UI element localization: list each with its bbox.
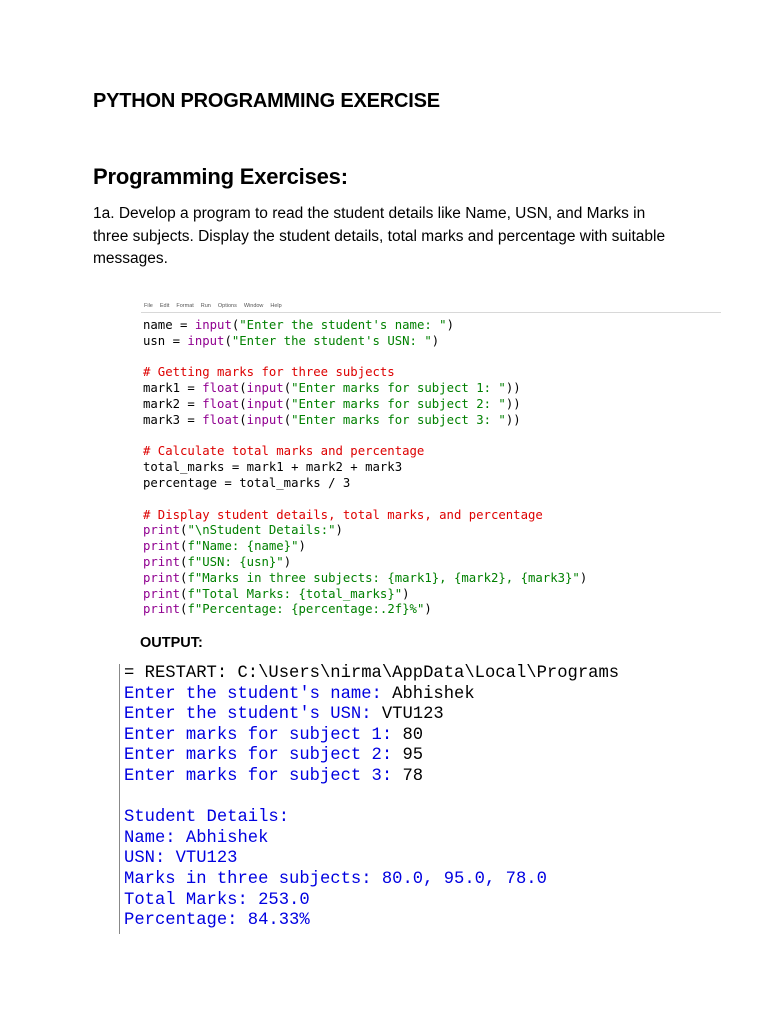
shell-line — [120, 911, 680, 932]
code-line — [143, 539, 721, 555]
editor-menu-item: Options — [217, 303, 237, 309]
shell-output — [119, 664, 680, 934]
code-token: ) — [424, 602, 432, 617]
code-editor-screenshot — [141, 300, 721, 618]
shell-line — [120, 664, 680, 685]
code-token: ( — [180, 602, 188, 617]
code-token: ( — [224, 333, 232, 348]
shell-line — [120, 808, 680, 829]
shell-line — [120, 829, 680, 850]
code-token: ( — [180, 539, 188, 554]
code-line — [143, 365, 721, 381]
code-line — [143, 350, 721, 366]
code-token: f"Total Marks: {total_marks}" — [187, 586, 403, 601]
code-token: ( — [180, 586, 188, 601]
code-token: float — [202, 396, 240, 411]
shell-token: 80 — [402, 725, 424, 745]
shell-token: Enter the student's name: — [124, 684, 393, 704]
shell-line — [120, 726, 680, 747]
code-token: # Display student details, total marks, and percentage — [143, 507, 543, 522]
shell-token: Enter the student's USN: — [124, 705, 382, 725]
shell-token: Student Details: — [124, 808, 290, 828]
code-line — [143, 492, 721, 508]
code-token: ( — [180, 570, 188, 585]
code-token: f"Name: {name}" — [187, 539, 299, 554]
code-token: print — [143, 539, 181, 554]
editor-menu-item: Edit — [159, 303, 170, 309]
code-line — [143, 476, 721, 492]
shell-token: = RESTART: C:\Users\nirma\AppData\Local\Programs — [124, 664, 620, 683]
code-token: ( — [231, 318, 240, 332]
code-token: )) — [505, 381, 521, 396]
shell-token: Name: Abhishek — [124, 828, 269, 848]
shell-token: Abhishek — [392, 684, 475, 704]
code-line — [143, 397, 721, 413]
code-token: print — [143, 602, 181, 617]
code-token: total_marks = mark1 + mark2 + mark3 — [143, 460, 403, 475]
code-token: print — [143, 554, 181, 569]
editor-menu-item: Run — [200, 303, 211, 309]
output-label: OUTPUT: — [140, 635, 203, 651]
editor-menubar — [141, 300, 721, 313]
code-token: "\nStudent Details:" — [187, 523, 336, 538]
code-token: percentage = total_marks / 3 — [143, 475, 351, 490]
editor-menu-item: Help — [270, 303, 282, 309]
code-token: print — [143, 570, 181, 585]
code-line — [143, 571, 721, 587]
code-token: # Calculate total marks and percentage — [143, 444, 425, 459]
code-token: "Enter marks for subject 2: " — [291, 396, 506, 411]
code-line — [143, 460, 721, 476]
shell-line — [120, 705, 680, 726]
section-title: Programming Exercises: — [93, 164, 348, 189]
code-line — [143, 602, 721, 618]
code-line — [143, 523, 721, 539]
code-token: input — [187, 333, 225, 348]
exercise-description: 1a. Develop a program to read the student details like Name, USN, and Marks in three subjects. Display the student details, total marks and percentage with suitable messages. — [93, 205, 666, 267]
code-token: mark3 = — [143, 412, 203, 427]
code-token: input — [246, 396, 284, 411]
code-token: # Getting marks for three subjects — [143, 365, 395, 380]
document-title: PYTHON PROGRAMMING EXERCISE — [93, 90, 440, 112]
code-token: ) — [402, 586, 410, 601]
code-token: "Enter the student's name: " — [239, 318, 447, 332]
code-token: ) — [431, 333, 440, 348]
code-token: ) — [298, 539, 306, 554]
shell-token: 78 — [402, 766, 424, 786]
code-token: input — [246, 381, 284, 396]
code-line — [143, 555, 721, 571]
code-line — [143, 508, 721, 524]
shell-token: Enter marks for subject 2: — [124, 746, 403, 766]
code-line — [143, 587, 721, 603]
code-line — [143, 318, 721, 334]
code-token: ) — [579, 570, 588, 585]
code-token: ( — [239, 396, 247, 411]
editor-menu-item: Window — [243, 303, 264, 309]
code-token: f"USN: {usn}" — [187, 554, 284, 569]
shell-line — [120, 870, 680, 891]
code-token: ( — [180, 523, 188, 538]
code-token: ( — [283, 396, 292, 411]
code-token: usn = — [143, 333, 188, 348]
code-line — [143, 334, 721, 350]
code-token: ) — [283, 554, 292, 569]
editor-menu-item: Format — [176, 303, 194, 309]
code-token: mark1 = — [143, 381, 203, 396]
shell-token: Marks in three subjects: 80.0, 95.0, 78.0 — [124, 869, 547, 889]
code-token: ( — [180, 554, 188, 569]
code-token: input — [194, 318, 232, 332]
code-token: ( — [283, 381, 292, 396]
code-line — [143, 413, 721, 429]
shell-line — [120, 685, 680, 706]
code-token: )) — [505, 412, 521, 427]
code-line — [143, 444, 721, 460]
shell-token: USN: VTU123 — [124, 849, 238, 869]
code-token: f"Marks in three subjects: {mark1}, {mark2}, {mark3}" — [187, 570, 580, 585]
code-token: ( — [283, 412, 292, 427]
code-line — [143, 429, 721, 445]
code-token: "Enter marks for subject 3: " — [291, 412, 506, 427]
editor-menu-item: File — [144, 303, 153, 309]
code-line — [143, 381, 721, 397]
shell-line — [120, 891, 680, 912]
code-token: ( — [239, 381, 247, 396]
code-block — [143, 318, 721, 618]
code-token: mark2 = — [143, 396, 203, 411]
code-token: float — [202, 412, 240, 427]
code-token: print — [143, 586, 181, 601]
code-token: )) — [505, 396, 521, 411]
code-token: ) — [446, 318, 454, 332]
shell-token: Enter marks for subject 3: — [124, 766, 403, 786]
shell-token: Enter marks for subject 1: — [124, 725, 403, 745]
code-token: ) — [335, 523, 343, 538]
shell-token: VTU123 — [381, 705, 444, 725]
code-token: float — [202, 381, 240, 396]
code-token: print — [143, 523, 181, 538]
code-token: name = — [143, 318, 195, 332]
shell-line — [120, 767, 680, 788]
code-token: "Enter marks for subject 1: " — [291, 381, 506, 396]
shell-token: Total Marks: 253.0 — [124, 890, 310, 910]
shell-line — [120, 746, 680, 767]
shell-token: 95 — [402, 746, 424, 766]
code-token: ( — [239, 412, 247, 427]
code-token: input — [246, 412, 284, 427]
shell-line — [120, 788, 680, 809]
code-token: "Enter the student's USN: " — [231, 333, 432, 348]
shell-line — [120, 849, 680, 870]
code-token: f"Percentage: {percentage:.2f}%" — [187, 602, 425, 617]
shell-token: Percentage: 84.33% — [124, 911, 310, 931]
